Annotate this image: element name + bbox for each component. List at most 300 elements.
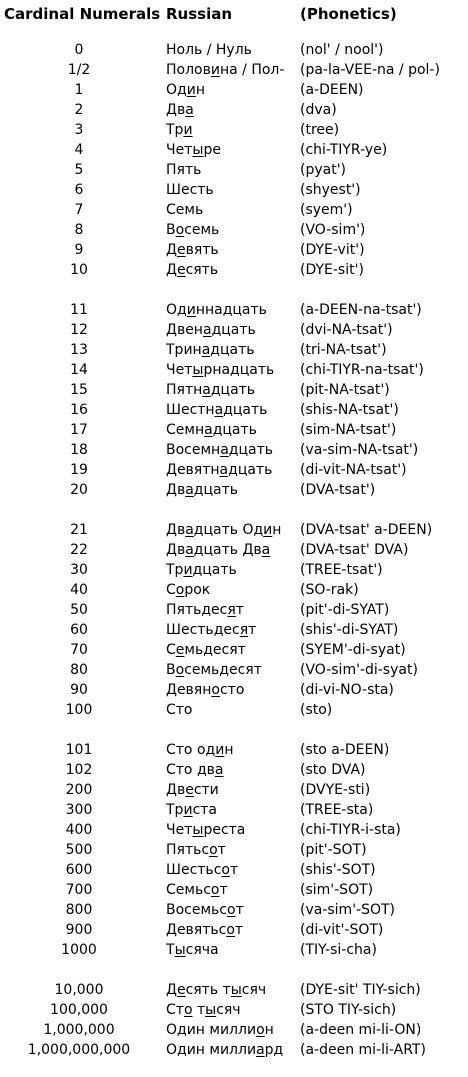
russian-text: Чет [166,142,193,158]
numeral-cell: 100,000 [50,1002,108,1018]
numeral-cell: 900 [65,922,93,938]
phonetics-cell: (sim'-SOT) [300,882,374,898]
russian-text: Шестьс [166,862,222,878]
russian-cell [166,180,297,200]
phonetics-cell: (DYE-vit') [300,242,365,258]
table-row [0,680,468,700]
stressed-letter: о [256,1022,265,1038]
table-row [0,640,468,660]
russian-cell [166,900,297,920]
russian-text: сто [219,682,245,698]
russian-text: дцать [228,442,273,458]
stressed-letter: и [263,522,273,538]
russian-text: т [217,842,226,858]
russian-text: н [264,1022,274,1038]
russian-text: т [219,882,228,898]
russian-text: н [224,742,234,758]
russian-cell [166,200,297,220]
stressed-letter: е [176,242,186,258]
russian-text: ннадцать [195,302,267,318]
table-row [0,780,468,800]
table-row [0,480,468,500]
stressed-letter: ы [192,142,204,158]
stressed-letter: а [261,542,271,558]
russian-text: дцать [210,342,255,358]
russian-text: Дв [166,102,186,118]
header-phonetics: (Phonetics) [300,5,397,23]
russian-text: рд [264,1042,284,1058]
stressed-letter: а [214,402,224,418]
phonetics-cell: (DVA-tsat' DVA) [300,542,409,558]
russian-cell [166,1000,297,1020]
phonetics-cell: (syem') [300,202,353,218]
numeral-cell: 500 [65,842,93,858]
phonetics-cell: (nol' / nool') [300,42,384,58]
russian-text: Шесть [166,182,214,198]
russian-text: Один милли [166,1022,257,1038]
table-row [0,840,468,860]
russian-text: семьдесят [184,662,262,678]
stressed-letter: а [220,442,229,458]
russian-text: на / Пол- [219,62,285,78]
header-russian: Russian [166,5,233,23]
table-row [0,860,468,880]
numeral-cell: 700 [65,882,93,898]
table-row [0,260,468,280]
phonetics-cell: (chi-TIYR-ye) [300,142,388,158]
numeral-cell: 4 [74,142,84,158]
phonetics-cell: (va-sim'-SOT) [300,902,396,918]
russian-text: реста [203,822,246,838]
stressed-letter: о [209,842,218,858]
numeral-cell: 9 [74,242,84,258]
numeral-cell: 300 [65,802,93,818]
phonetics-cell: (di-vit'-SOT) [300,922,384,938]
stressed-letter: о [210,882,220,898]
phonetics-cell: (TREE-tsat') [300,562,383,578]
table-row [0,300,468,320]
russian-text: Тр [166,122,184,138]
russian-cell [166,540,297,560]
phonetics-cell: (va-sim-NA-tsat') [300,442,419,458]
russian-text: дцать [192,562,237,578]
russian-cell [166,940,297,960]
russian-text: Девятн [166,462,220,478]
russian-cell [166,380,297,400]
stressed-letter: а [202,382,211,398]
phonetics-cell: (pyat') [300,162,347,178]
russian-text: Дв [166,542,186,558]
stressed-letter: ы [192,822,204,838]
numeral-cell: 1000 [61,942,97,958]
russian-text: ре [203,142,221,158]
phonetics-cell: (di-vi-NO-sta) [300,682,394,698]
numeral-cell: 60 [70,622,88,638]
russian-text: Тр [166,802,184,818]
numeral-cell: 80 [70,662,88,678]
russian-text: сяч [241,982,267,998]
stressed-letter: о [211,682,220,698]
table-row [0,700,468,720]
russian-text: Пятн [166,382,203,398]
phonetics-cell: (a-DEEN) [300,82,364,98]
table-row [0,560,468,580]
russian-text: сяч [216,1002,241,1018]
table-row [0,200,468,220]
numeral-cell: 19 [70,462,88,478]
russian-text: Восемн [166,442,221,458]
table-row [0,160,468,180]
stressed-letter: а [219,462,229,478]
russian-cell [166,360,297,380]
numeral-cell: 1 [74,82,84,98]
numeral-cell: 30 [70,562,88,578]
table-row [0,520,468,540]
russian-cell [166,780,297,800]
table-row [0,900,468,920]
table-row [0,100,468,120]
russian-text: Семьс [166,882,211,898]
russian-cell [166,700,297,720]
stressed-letter: я [239,622,249,638]
russian-text: сяча [185,942,219,958]
russian-cell [166,680,297,700]
numeral-cell: 1,000,000 [43,1022,115,1038]
stressed-letter: а [185,542,194,558]
russian-text: С [166,582,176,598]
russian-cell [166,740,297,760]
phonetics-cell: (pit'-di-SYAT) [300,602,390,618]
russian-text: В [166,222,176,238]
table-row [0,760,468,780]
table-row [0,880,468,900]
russian-text: т [192,1002,206,1018]
table-row [0,240,468,260]
russian-text: вять [185,242,219,258]
phonetics-cell: (pit-NA-tsat') [300,382,390,398]
table-row [0,400,468,420]
russian-cell [166,340,297,360]
numeral-cell: 12 [70,322,88,338]
phonetics-cell: (SO-rak) [300,582,359,598]
russian-text: дцать Од [193,522,264,538]
russian-cell [166,860,297,880]
russian-cell [166,100,297,120]
russian-text: Д [166,262,177,278]
russian-cell [166,920,297,940]
russian-text: Двен [166,322,203,338]
russian-cell [166,560,297,580]
table-row [0,740,468,760]
table-row [0,420,468,440]
russian-cell [166,220,297,240]
russian-text: мьдесят [184,642,246,658]
table-row [0,800,468,820]
table-row [0,380,468,400]
russian-text: Тр [166,562,184,578]
russian-text: дцать [223,402,268,418]
russian-cell [166,520,297,540]
stressed-letter: о [226,922,235,938]
numeral-cell: 21 [70,522,88,538]
russian-cell [166,820,297,840]
stressed-letter: а [214,762,224,778]
stressed-letter: ы [205,1002,217,1018]
russian-cell [166,640,297,660]
phonetics-cell: (pit'-SOT) [300,842,367,858]
russian-text: Пятьдес [166,602,228,618]
russian-text: В [166,662,176,678]
table-row [0,320,468,340]
numeral-cell: 400 [65,822,93,838]
russian-text: Пять [166,162,202,178]
numeral-cell: 13 [70,342,88,358]
russian-cell [166,660,297,680]
table-row [0,80,468,100]
russian-text: Девятьс [166,922,227,938]
stressed-letter: е [175,642,185,658]
russian-cell [166,260,297,280]
phonetics-cell: (STO TIY-sich) [300,1002,397,1018]
table-row [0,1020,468,1040]
russian-text: сять т [185,982,231,998]
russian-text: Пятьс [166,842,210,858]
russian-cell [166,400,297,420]
phonetics-cell: (a-deen mi-li-ART) [300,1042,426,1058]
numeral-cell: 800 [65,902,93,918]
numeral-cell: 2 [74,102,84,118]
russian-text: сять [185,262,219,278]
russian-text: дцать Дв [193,542,262,558]
russian-text: семь [184,222,220,238]
russian-cell [166,80,297,100]
russian-text: С [166,642,176,658]
russian-text: Семн [166,422,205,438]
phonetics-cell: (DYE-sit' TIY-sich) [300,982,421,998]
numeral-cell: 100 [65,702,93,718]
table-row [0,140,468,160]
numeral-cell: 600 [65,862,93,878]
russian-cell [166,240,297,260]
phonetics-cell: (pa-la-VEE-na / pol-) [300,62,440,78]
stressed-letter: о [183,1002,193,1018]
numeral-cell: 17 [70,422,88,438]
russian-text: ста [192,802,217,818]
table-row [0,40,468,60]
phonetics-cell: (shis-NA-tsat') [300,402,399,418]
table-row [0,820,468,840]
russian-text: Ст [166,1002,184,1018]
stressed-letter: е [185,782,194,798]
phonetics-cell: (dvi-NA-tsat') [300,322,393,338]
russian-text: Т [166,942,175,958]
russian-cell [166,160,297,180]
russian-text: Девян [166,682,212,698]
russian-text: Сто [166,702,193,718]
numeral-cell: 22 [70,542,88,558]
numeral-cell: 14 [70,362,88,378]
numeral-cell: 20 [70,482,88,498]
phonetics-cell: (VO-sim'-di-syat) [300,662,418,678]
header-numerals: Cardinal Numerals [4,5,161,23]
phonetics-cell: (tree) [300,122,340,138]
stressed-letter: ы [174,942,186,958]
phonetics-cell: (di-vit-NA-tsat') [300,462,407,478]
stressed-letter: и [215,742,225,758]
stressed-letter: о [221,862,230,878]
russian-text: т [234,922,244,938]
phonetics-cell: (DVA-tsat') [300,482,376,498]
numeral-cell: 6 [74,182,84,198]
table-row [0,1000,468,1020]
stressed-letter: и [183,802,193,818]
stressed-letter: а [256,1042,265,1058]
russian-cell [166,580,297,600]
russian-cell [166,840,297,860]
russian-text: Восемьс [166,902,227,918]
stressed-letter: а [202,322,212,338]
russian-text: н [272,522,282,538]
russian-text: рок [184,582,211,598]
phonetics-cell: (a-deen mi-li-ON) [300,1022,422,1038]
numeral-cell: 18 [70,442,88,458]
stressed-letter: ы [192,362,204,378]
numeral-cell: 50 [70,602,88,618]
numeral-cell: 101 [65,742,93,758]
numeral-cell: 90 [70,682,88,698]
stressed-letter: а [185,102,194,118]
numeral-cell: 40 [70,582,88,598]
phonetics-cell: (shis'-di-SYAT) [300,622,399,638]
table-row [0,580,468,600]
russian-text: Д [166,982,177,998]
numeral-cell: 1,000,000,000 [27,1042,131,1058]
stressed-letter: е [176,982,186,998]
russian-text: Дв [166,782,186,798]
russian-text: Д [166,242,177,258]
phonetics-cell: (sim-NA-tsat') [300,422,397,438]
russian-text: дцать [210,382,256,398]
russian-cell [166,320,297,340]
russian-text: дцать [228,462,273,478]
russian-cell [166,1020,297,1040]
stressed-letter: а [185,482,194,498]
stressed-letter: и [210,62,220,78]
table-row [0,60,468,80]
phonetics-cell: (tri-NA-tsat') [300,342,387,358]
numeral-cell: 70 [70,642,88,658]
russian-text: дцать [193,482,238,498]
table-row [0,620,468,640]
stressed-letter: о [175,222,185,238]
russian-text: т [248,622,257,638]
numeral-cell: 10,000 [54,982,104,998]
table-row [0,540,468,560]
russian-cell [166,460,297,480]
table-row [0,660,468,680]
table-row [0,360,468,380]
russian-text: Од [166,82,187,98]
phonetics-cell: (sto a-DEEN) [300,742,390,758]
table-row [0,120,468,140]
table-row [0,1040,468,1060]
table-row [0,180,468,200]
phonetics-cell: (chi-TIYR-i-sta) [300,822,401,838]
russian-cell [166,140,297,160]
russian-text: дцать [212,422,257,438]
stressed-letter: а [185,522,194,538]
russian-text: Ноль / Нуль [166,42,252,58]
russian-cell [166,60,297,80]
stressed-letter: а [201,342,211,358]
russian-text: Сто дв [166,762,215,778]
numeral-cell: 16 [70,402,88,418]
russian-cell [166,980,297,1000]
numeral-cell: 1/2 [67,62,91,78]
phonetics-cell: (TREE-sta) [300,802,374,818]
table-row [0,340,468,360]
russian-cell [166,800,297,820]
numeral-cell: 10 [70,262,88,278]
russian-text: Чет [166,362,193,378]
russian-cell [166,120,297,140]
phonetics-cell: (SYEM'-di-syat) [300,642,406,658]
phonetics-cell: (TIY-si-cha) [300,942,377,958]
stressed-letter: о [227,902,236,918]
russian-text: Чет [166,822,193,838]
russian-cell [166,1040,297,1060]
russian-text: Трин [166,342,202,358]
phonetics-cell: (DVA-tsat' a-DEEN) [300,522,433,538]
russian-text: Шестьдес [166,622,240,638]
phonetics-cell: (a-DEEN-na-tsat') [300,302,422,318]
table-row [0,940,468,960]
russian-text: Од [166,302,187,318]
numeral-cell: 5 [74,162,84,178]
russian-text: рнадцать [203,362,275,378]
numeral-cell: 3 [74,122,84,138]
russian-text: Семь [166,202,204,218]
phonetics-cell: (dva) [300,102,337,118]
russian-cell [166,40,297,60]
russian-text: дцать [211,322,256,338]
stressed-letter: и [183,562,193,578]
russian-cell [166,440,297,460]
phonetics-cell: (chi-TIYR-na-tsat') [300,362,424,378]
stressed-letter: е [176,262,186,278]
numeral-cell: 11 [70,302,88,318]
russian-cell [166,880,297,900]
russian-cell [166,480,297,500]
stressed-letter: и [186,302,196,318]
stressed-letter: а [204,422,213,438]
numeral-cell: 0 [74,42,84,58]
phonetics-cell: (shis'-SOT) [300,862,376,878]
russian-cell [166,760,297,780]
phonetics-cell: (shyest') [300,182,361,198]
russian-text: Шестн [166,402,215,418]
phonetics-cell: (sto) [300,702,333,718]
table-row [0,440,468,460]
russian-cell [166,620,297,640]
phonetics-cell: (DVYE-sti) [300,782,371,798]
russian-text: сти [193,782,219,798]
numeral-cell: 200 [65,782,93,798]
table-row [0,980,468,1000]
stressed-letter: ы [230,982,242,998]
russian-text: Дв [166,522,186,538]
russian-cell [166,300,297,320]
